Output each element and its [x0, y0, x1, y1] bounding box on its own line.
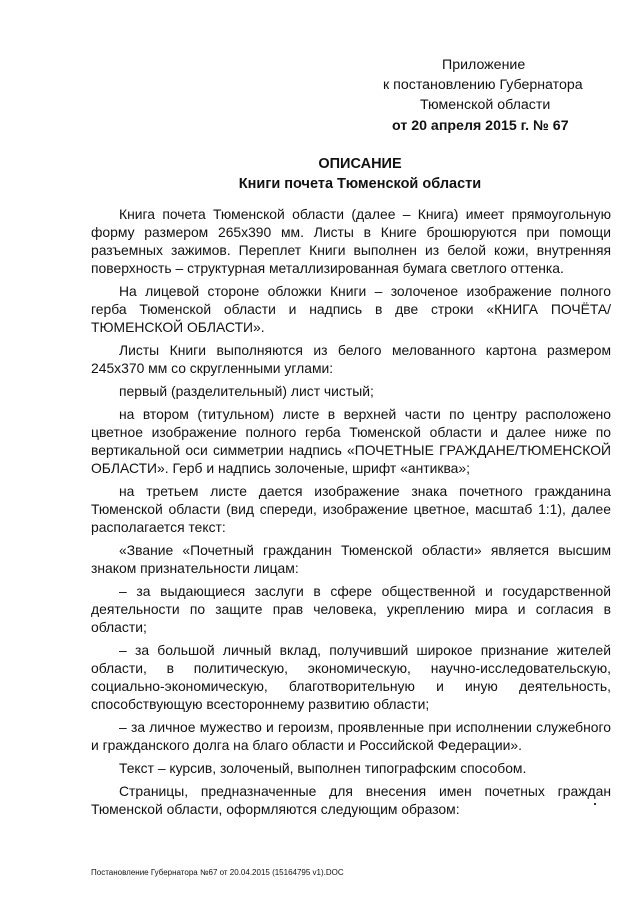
- paragraph: На лицевой стороне обложки Книги – золоченое изображение полного герба Тюменской области и надпись в две строки «КНИГА ПОЧЁТА/ТЮМЕНСКОЙ ОБЛАСТИ».: [91, 283, 611, 335]
- appendix-date-number: от 20 апреля 2015 г. № 67: [392, 118, 569, 134]
- scan-speck: [594, 803, 596, 805]
- appendix-region: Тюменской области: [420, 97, 551, 113]
- document-footer: Постановление Губернатора №67 от 20.04.2015 (15164795 v1).DOC: [91, 868, 344, 877]
- paragraph: первый (разделительный) лист чистый;: [119, 383, 374, 399]
- paragraph: Страницы, предназначенные для внесения имен почетных граждан Тюменской области, оформляются следующим образом:: [91, 783, 611, 817]
- document-title: [90, 154, 630, 194]
- paragraph: Текст – курсив, золоченый, выполнен типографским способом.: [119, 760, 527, 776]
- title-subheading: Книги почета Тюменской области: [238, 176, 482, 192]
- paragraph: Книга почета Тюменской области (далее – Книга) имеет прямоугольную форму размером 265х390 мм. Листы в Книге брошюруются при помощи разъемных зажимов. Переплет Книги выполнен из белой кожи, внутренняя поверхность – структурная металлизированная бумага светлого оттенка.: [91, 206, 611, 276]
- appendix-reference: к постановлению Губернатора: [383, 77, 583, 93]
- paragraph: Листы Книги выполняются из белого мелованного картона размером 245х370 мм со скругленными углами:: [91, 342, 611, 376]
- paragraph: – за большой личный вклад, получивший широкое признание жителей области, в политическую, экономическую, научно-исследовательскую, социально-экономическую, благотворительную и иную деятельность, способствующую всестороннему развитию области;: [91, 642, 611, 712]
- title-heading: ОПИСАНИЕ: [318, 156, 402, 172]
- paragraph: – за выдающиеся заслуги в сфере общественной и государственной деятельности по защите прав человека, укреплению мира и согласия в области;: [91, 583, 611, 635]
- appendix-label: Приложение: [442, 57, 526, 73]
- paragraph: «Звание «Почетный гражданин Тюменской области» является высшим знаком признательности лицам:: [91, 542, 611, 576]
- appendix-header: [380, 55, 610, 136]
- paragraph: на третьем листе дается изображение знака почетного гражданина Тюменской области (вид спереди, изображение цветное, масштаб 1:1), далее располагается текст:: [91, 483, 611, 535]
- document-body: [91, 205, 611, 823]
- paragraph: на втором (титульном) листе в верхней части по центру расположено цветное изображение полного герба Тюменской области и далее ниже по вертикальной оси симметрии надпись «ПОЧЕТНЫЕ ГРАЖДАНЕ/ТЮМЕНСКОЙ ОБЛАСТИ». Герб и надпись золоченые, шрифт «антиква»;: [91, 406, 611, 476]
- paragraph: – за личное мужество и героизм, проявленные при исполнении служебного и гражданского долга на благо области и Российской Федерации».: [91, 719, 611, 753]
